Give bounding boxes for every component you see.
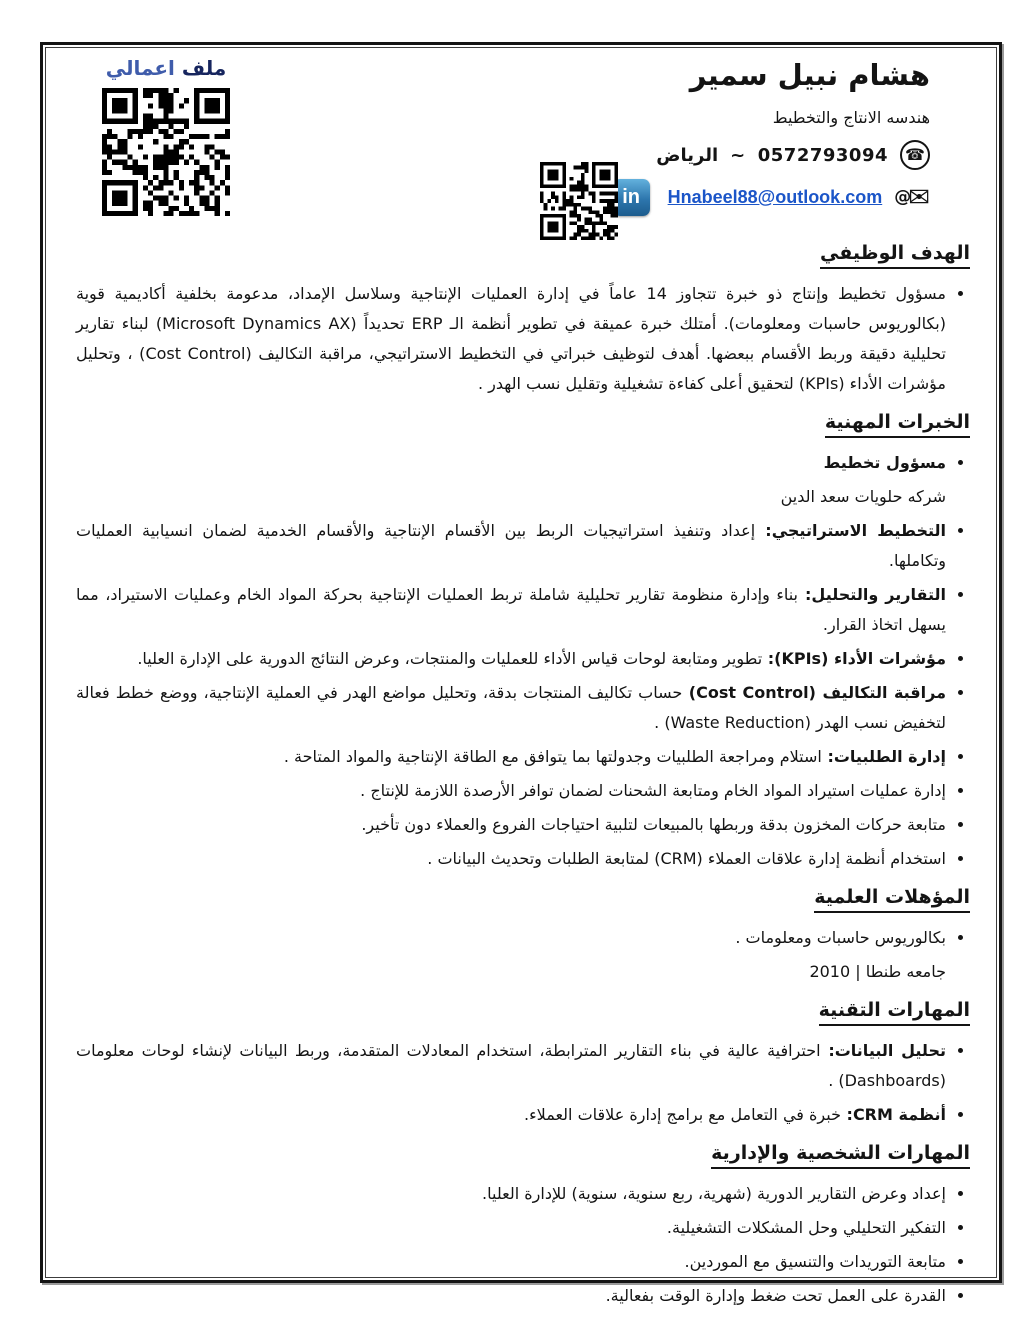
experience-item: • التقارير والتحليل:بناء وإدارة منظومة تقارير تحليلية شاملة تربط العمليات الإنتاجية بحركة المواد الخام وعمليات الاستيراد، مما يسهل اتخاذ القرار.	[76, 580, 946, 640]
email-icon	[894, 182, 930, 213]
personal-item: • التفكير التحليلي وحل المشكلات التشغيلية.	[76, 1213, 946, 1243]
phone-city-separator: ~	[730, 144, 746, 166]
experience-item: • مؤشرات الأداء (KPIs):تطوير ومتابعة لوحات قياس الأداء للعمليات والمنتجات، وعرض النتائج الدورية على الإدارة العليا.	[76, 644, 946, 674]
objective-item	[76, 279, 946, 399]
person-name: هشام نبيل سمير	[689, 58, 930, 92]
portfolio-qr-code	[102, 88, 230, 216]
portfolio-block	[86, 56, 246, 216]
section-objective	[72, 234, 970, 399]
phone-number: 0572793094	[757, 144, 888, 166]
header	[72, 54, 970, 232]
portfolio-label-word1: ملف	[181, 56, 227, 80]
personal-item: • القدرة على العمل تحت ضغط وإدارة الوقت بفعالية.	[76, 1281, 946, 1311]
at-glyph: @	[894, 187, 912, 207]
technical-item: • تحليل البيانات:احترافية عالية في بناء التقارير المترابطة، استخدام المعادلات المتقدمة، وربط البيانات لإنشاء لوحات معلومات (Dashboards) .	[76, 1036, 946, 1096]
experience-heading: الخبرات المهنية	[825, 411, 970, 438]
experience-item: • مراقبة التكاليف (Cost Control)حساب تكاليف المنتجات بدقة، وتحليل مواضع الهدر في العملية الإنتاجية، ووضع خطط فعالة لتخفيض نسب الهدر (Waste Reduction) .	[76, 678, 946, 738]
experience-job-title: • مسؤول تخطيط	[76, 448, 946, 478]
section-education	[72, 878, 970, 987]
section-experience	[72, 403, 970, 874]
portfolio-label	[86, 56, 246, 80]
experience-item: • إدارة عمليات استيراد المواد الخام ومتابعة الشحنات لضمان توافر الأرصدة اللازمة للإنتاج .	[76, 776, 946, 806]
linkedin-qr-code	[540, 162, 618, 240]
phone-icon: ☎	[900, 140, 930, 170]
experience-item: • التخطيط الاستراتيجي:إعداد وتنفيذ استراتيجيات الربط بين الأقسام الإنتاجية والأقسام الخدمية لضمان انسيابية العمليات وتكاملها.	[76, 516, 946, 576]
person-job-title: هندسه الانتاج والتخطيط	[772, 108, 930, 127]
email-link[interactable]: Hnabeel88@outlook.com	[667, 187, 883, 207]
cv-page	[40, 42, 1002, 1305]
personal-item: • إعداد وعرض التقارير الدورية (شهرية، ربع سنوية، سنوية) للإدارة العليا.	[76, 1179, 946, 1209]
objective-heading: الهدف الوظيفي	[820, 242, 970, 269]
education-university: جامعه طنطا | 2010	[809, 962, 946, 981]
experience-item: • إدارة الطلبيات:استلام ومراجعة الطلبيات وجدولتها بما يتوافق مع الطاقة الإنتاجية والمواد المتاحة .	[76, 742, 946, 772]
cv-page-inner	[45, 47, 997, 1305]
personal-item: • متابعة التوريدات والتنسيق مع الموردين.	[76, 1247, 946, 1277]
education-item: • بكالوريوس حاسبات ومعلومات .	[76, 923, 946, 953]
education-heading: المؤهلات العلمية	[814, 886, 970, 913]
linkedin-icon[interactable]: in	[613, 179, 650, 216]
section-personal-skills	[72, 1134, 970, 1311]
technical-heading: المهارات التقنية	[819, 999, 970, 1026]
section-technical-skills	[72, 991, 970, 1130]
personal-heading: المهارات الشخصية والإدارية	[711, 1142, 970, 1169]
experience-item: • متابعة حركات المخزون بدقة وربطها بالمبيعات لتلبية احتياجات الفروع والعملاء دون تأخير.	[76, 810, 946, 840]
experience-company: شركه حلويات سعد الدين	[780, 487, 946, 506]
envelope-glyph: ✉	[908, 182, 930, 213]
portfolio-label-word2: اعمالي	[105, 56, 175, 80]
city-label: الرياض	[656, 144, 719, 166]
experience-item: • استخدام أنظمة إدارة علاقات العملاء (CRM) لمتابعة الطلبات وتحديث البيانات .	[76, 844, 946, 874]
objective-text: مسؤول تخطيط وإنتاج ذو خبرة تتجاوز 14 عاماً في إدارة العمليات الإنتاجية وسلاسل الإمداد، مدعومة بخلفية أكاديمية قوية (بكالوريوس حاسبات ومعلومات). أمتلك خبرة عميقة في تطوير أنظمة الـ ERP تحديداً (Microsoft Dynamics AX) لبناء تقارير تحليلية دقيقة وربط الأقسام ببعضها. أهدف لتوظيف خبراتي في التخطيط الاستراتيجي، مراقبة التكاليف (Cost Control) ، وتحليل مؤشرات الأداء (KPIs) لتحقيق أعلى كفاءة تشغيلية وتقليل نسب الهدر .	[76, 284, 947, 393]
technical-item: • أنظمة CRM:خبرة في التعامل مع برامج إدارة علاقات العملاء.	[76, 1100, 946, 1130]
